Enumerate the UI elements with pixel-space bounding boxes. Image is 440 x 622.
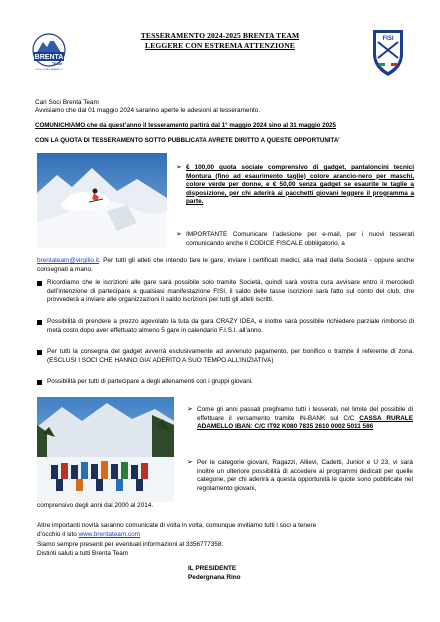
bullet-youth-text: Per le categorie giovani, Ragazzi, Allievi, Cadetti, Junior e U 23, vi sarà inoltre un ulteriore possibilità di accedere ai programmi dedicati per quelle categorie, per chi aderirà a questa opportunità le quote sono pubblicate nel regolamento giovani,	[197, 459, 413, 492]
greeting: Cari Soci Brenta Team	[35, 99, 99, 106]
arrow-bullet-icon: ➢	[176, 164, 182, 171]
bullet-race-suit-text: Possibilità di prendere a prezzo agevolato la tuta da gara CRAZY IDEA, e inoltre sarà possibile richiedere parziale rimborso di metà costo dopo aver effettuato almeno 5 gare in calendario F.I.S.I. all’anno.	[47, 318, 414, 334]
bullet-important-lead: IMPORTANTE Comunicare l’adesione per e-mail, per i nuovi tesserati comunicando anche il CODICE FISCALE obbligatorio, a	[186, 231, 414, 247]
skier-photo	[37, 153, 167, 248]
intro-line: Avvisiamo che dal 01 maggio 2024 saranno aperte le adesioni al tesseramento.	[35, 107, 261, 114]
square-bullet-icon	[37, 320, 42, 325]
website-link[interactable]: www.brentateam.com	[78, 531, 141, 538]
regards-line: Distinti saluti a tutti Brenta Team	[37, 550, 129, 557]
bullet-race-suit	[37, 318, 414, 335]
youth-continued: comprensivo degli anni dal 2000 al 2014.	[37, 502, 154, 509]
arrow-bullet-icon: ➢	[176, 231, 182, 238]
phone-line: Siamo sempre presenti per eventuali informazioni al 3356777358.	[37, 541, 224, 548]
bullet-registrations	[37, 279, 414, 305]
news-line2	[37, 531, 140, 539]
bullet-important	[176, 231, 414, 248]
arrow-bullet-icon: ➢	[187, 459, 193, 466]
bullet-bank-lead: Come gli anni passati preghiamo tutti i tesserati, nel limite del possibile di effettuare il versamento tramite IN-BANK sul C/C	[197, 406, 413, 422]
bullet-gadget	[37, 348, 414, 365]
bullet-training-text: Possibilità per tutti di partecipare a degli allenamenti con i gruppi giovani.	[47, 378, 254, 385]
news-line2-lead: d’occhio il sito	[37, 531, 77, 538]
bank-details: CASSA RURALE ADAMELLO IBAN: C/C IT92 K080 7835 2610 0002 5011 586	[197, 414, 413, 431]
document-title: TESSERAMENTO 2024-2025 BRENTA TEAM	[140, 31, 300, 40]
bullet-gadget-text: Per tutti la consegna del gadget avverrà esclusivamente ad avvenuto pagamento, per bonifico o tramite il referente di zona. (ESCLUSI I SOCI CHE HANNO GIA’ ADERITO A SUO TEMPO ALL’INIZIATIVA)	[47, 348, 414, 364]
bullet-youth	[187, 459, 413, 493]
signature-name: Pedergnana Rino	[188, 574, 241, 581]
quota-heading: CON LA QUOTA DI TESSERAMENTO SOTTO PUBBLICATA AVRETE DIRITTO A QUESTE OPPORTUNITA’	[35, 137, 340, 144]
communication-line: COMUNICHIAMO che da quest’anno il tesseramento partirà dal 1° maggio 2024 sino al 31 maggio 2025	[35, 122, 336, 129]
logo-left-ring: SCI DOLOMITI ADAMELLO	[35, 69, 63, 71]
news-line1: Altre importanti novità saranno comunicate di volta in volta, comunque invitiamo tutti i soci a tenere	[37, 522, 317, 529]
square-bullet-icon	[37, 281, 42, 286]
bullet-bank	[187, 406, 413, 432]
document-subtitle: LEGGERE CON ESTREMA ATTENZIONE	[145, 41, 295, 50]
signature-title: IL PRESIDENTE	[188, 565, 237, 572]
logo-left-brenta: BRENTA	[34, 54, 64, 61]
logo-right-fisi: FISI	[382, 36, 394, 42]
square-bullet-icon	[37, 380, 42, 385]
logo-left-team: TEAM	[52, 62, 62, 66]
group-photo	[37, 397, 174, 502]
bullet-quota	[176, 164, 414, 207]
square-bullet-icon	[37, 350, 42, 355]
email-link[interactable]: brentateam@virgilio.it	[37, 257, 99, 264]
important-continued	[37, 257, 414, 274]
bullet-training	[37, 378, 414, 387]
arrow-bullet-icon: ➢	[187, 406, 193, 413]
bullet-quota-text: € 100,00 quota sociale comprensivo di gadget, pantaloncini tecnici Montura (fino ad esaurimento taglie) colore arancio-nero per maschi, colore verde per donne, e € 50,00 senza gadget se esaurite le taglie a disposizione, per chi aderirà ai pacchetti giovani leggere il programma a parte.	[186, 164, 414, 206]
important-rest: . Per tutti gli atleti che intendo fare le gare, inviare i certificati medici, alla mail della Società - oppure anche consegnati a mano.	[37, 257, 414, 273]
bullet-registrations-text: Ricordiamo che le iscrizioni alle gare sarà possibile solo tramite Società, quindi sarà vostra cura avvisare entro il mercoledì dell’intenzione di partecipare a qualsiasi manifestazione FISI, il saldo delle tasse iscrizioni sarà fatto sul conto del club, che provvederà a inviare alle organizzazioni il saldo iscrizioni per tutti gli atleti iscritti.	[47, 279, 414, 304]
